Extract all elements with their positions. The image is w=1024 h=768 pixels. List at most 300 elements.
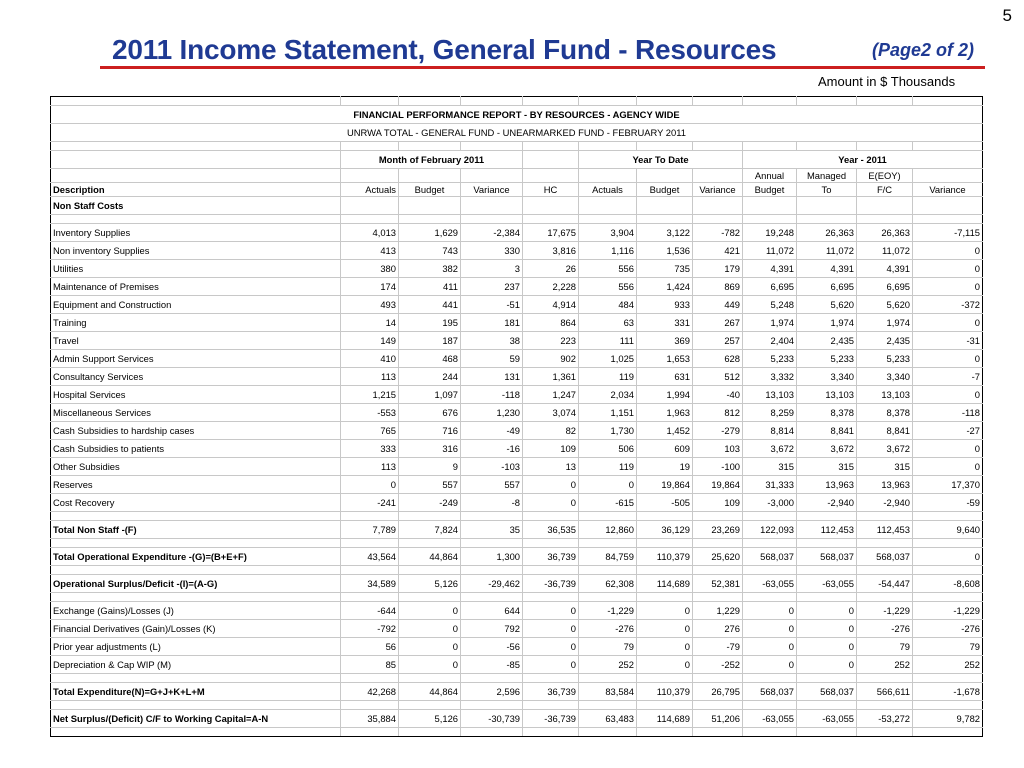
net-surplus-row: [51, 710, 983, 728]
row-value: 83,584: [579, 683, 637, 701]
row-value: 195: [399, 314, 461, 332]
row-description: Exchange (Gains)/Losses (J): [51, 602, 341, 620]
row-value: 112,453: [857, 521, 913, 539]
row-value: 5,126: [399, 575, 461, 593]
row-value: 44,864: [399, 548, 461, 566]
row-value: 0: [637, 620, 693, 638]
empty-cell: [857, 674, 913, 683]
row-value: 62,308: [579, 575, 637, 593]
row-value: -63,055: [797, 575, 857, 593]
row-value: 2,228: [523, 278, 579, 296]
row-value: 6,695: [857, 278, 913, 296]
row-value: 316: [399, 440, 461, 458]
row-value: 111: [579, 332, 637, 350]
row-value: 0: [797, 656, 857, 674]
empty-cell: [461, 701, 523, 710]
row-value: 0: [523, 476, 579, 494]
row-value: 0: [743, 602, 797, 620]
title-underline: [100, 66, 985, 69]
empty-cell: [579, 197, 637, 215]
empty-cell: [399, 512, 461, 521]
row-value: 42,268: [341, 683, 399, 701]
empty-cell: [913, 593, 983, 602]
row-value: 0: [637, 602, 693, 620]
row-value: -276: [579, 620, 637, 638]
row-value: 864: [523, 314, 579, 332]
row-value: 4,391: [743, 260, 797, 278]
row-value: 0: [399, 602, 461, 620]
row-value: 410: [341, 350, 399, 368]
empty-cell: [51, 169, 341, 183]
row-value: 0: [743, 656, 797, 674]
row-value: 557: [461, 476, 523, 494]
report-header-row: [51, 106, 983, 124]
empty-cell: [51, 142, 341, 151]
row-value: -279: [693, 422, 743, 440]
row-value: 568,037: [797, 683, 857, 701]
spacer-row: [51, 593, 983, 602]
col-managed-to-line2: To: [797, 183, 857, 197]
row-value: 79: [579, 638, 637, 656]
row-value: 1,730: [579, 422, 637, 440]
empty-cell: [693, 169, 743, 183]
row-value: 0: [523, 494, 579, 512]
row-value: 380: [341, 260, 399, 278]
row-value: 333: [341, 440, 399, 458]
row-value: 44,864: [399, 683, 461, 701]
empty-cell: [579, 674, 637, 683]
adjustment-row: [51, 620, 983, 638]
row-value: 0: [579, 476, 637, 494]
row-value: -40: [693, 386, 743, 404]
empty-cell: [913, 701, 983, 710]
row-value: 7,789: [341, 521, 399, 539]
row-value: 315: [857, 458, 913, 476]
row-value: -2,384: [461, 224, 523, 242]
row-value: -118: [913, 404, 983, 422]
row-value: 109: [693, 494, 743, 512]
empty-cell: [637, 142, 693, 151]
row-value: 113: [341, 458, 399, 476]
row-value: 1,229: [693, 602, 743, 620]
empty-cell: [461, 169, 523, 183]
empty-cell: [857, 593, 913, 602]
row-value: 13,103: [857, 386, 913, 404]
row-value: 267: [693, 314, 743, 332]
adjustment-row: [51, 656, 983, 674]
expense-row: [51, 242, 983, 260]
empty-cell: [797, 566, 857, 575]
col-managed-to-line1: Managed: [797, 169, 857, 183]
row-value: 119: [579, 368, 637, 386]
empty-cell: [693, 701, 743, 710]
empty-cell: [399, 701, 461, 710]
empty-cell: [637, 512, 693, 521]
group-month-of-february: Month of February 2011: [341, 151, 523, 169]
empty-cell: [693, 728, 743, 737]
header-spacer-row: [51, 142, 983, 151]
expense-row: [51, 404, 983, 422]
empty-cell: [913, 197, 983, 215]
report-header: FINANCIAL PERFORMANCE REPORT - BY RESOURCES - AGENCY WIDE: [51, 106, 983, 124]
section-label-row: [51, 197, 983, 215]
row-value: 0: [399, 620, 461, 638]
empty-cell: [51, 151, 341, 169]
row-value: 568,037: [797, 548, 857, 566]
expense-row: [51, 458, 983, 476]
page-title: 2011 Income Statement, General Fund - Resources: [112, 34, 777, 65]
row-description: Admin Support Services: [51, 350, 341, 368]
row-value: 933: [637, 296, 693, 314]
row-description: Other Subsidies: [51, 458, 341, 476]
row-value: -1,229: [857, 602, 913, 620]
row-description: Total Non Staff -(F): [51, 521, 341, 539]
row-value: -505: [637, 494, 693, 512]
row-value: 23,269: [693, 521, 743, 539]
row-value: 9,782: [913, 710, 983, 728]
row-value: 4,013: [341, 224, 399, 242]
empty-cell: [743, 539, 797, 548]
empty-cell: [743, 593, 797, 602]
row-value: 149: [341, 332, 399, 350]
row-value: -49: [461, 422, 523, 440]
empty-cell: [579, 512, 637, 521]
row-description: Equipment and Construction: [51, 296, 341, 314]
row-value: 187: [399, 332, 461, 350]
row-value: 568,037: [857, 548, 913, 566]
empty-cell: [341, 215, 399, 224]
empty-cell: [857, 728, 913, 737]
row-value: 6,695: [743, 278, 797, 296]
row-value: -249: [399, 494, 461, 512]
empty-cell: [913, 674, 983, 683]
empty-cell: [797, 142, 857, 151]
row-value: 1,300: [461, 548, 523, 566]
row-value: 7,824: [399, 521, 461, 539]
row-value: 19: [637, 458, 693, 476]
empty-cell: [693, 593, 743, 602]
row-value: 2,435: [857, 332, 913, 350]
expense-row: [51, 260, 983, 278]
empty-cell: [523, 728, 579, 737]
row-value: 330: [461, 242, 523, 260]
empty-cell: [51, 539, 341, 548]
row-value: 43,564: [341, 548, 399, 566]
row-value: -2,940: [797, 494, 857, 512]
row-value: 631: [637, 368, 693, 386]
empty-cell: [797, 701, 857, 710]
row-value: 5,126: [399, 710, 461, 728]
report-subheader: UNRWA TOTAL - GENERAL FUND - UNEARMARKED FUND - FEBRUARY 2011: [51, 124, 983, 142]
row-description: Miscellaneous Services: [51, 404, 341, 422]
row-value: 79: [913, 638, 983, 656]
row-value: 3,340: [857, 368, 913, 386]
empty-cell: [461, 215, 523, 224]
row-value: 36,739: [523, 548, 579, 566]
row-value: 181: [461, 314, 523, 332]
empty-cell: [579, 169, 637, 183]
empty-cell: [399, 215, 461, 224]
row-value: -63,055: [743, 710, 797, 728]
empty-cell: [523, 674, 579, 683]
empty-cell: [523, 142, 579, 151]
row-value: 0: [523, 602, 579, 620]
empty-cell: [579, 539, 637, 548]
col-eoy-fc-line2: F/C: [857, 183, 913, 197]
top-spacer-row: [51, 97, 983, 106]
row-value: -63,055: [743, 575, 797, 593]
expense-row: [51, 422, 983, 440]
row-value: -252: [693, 656, 743, 674]
row-value: 566,611: [857, 683, 913, 701]
empty-cell: [857, 215, 913, 224]
group-header-row: [51, 151, 983, 169]
row-value: 1,097: [399, 386, 461, 404]
row-value: -1,229: [579, 602, 637, 620]
total-expenditure-row: [51, 683, 983, 701]
row-value: 8,378: [797, 404, 857, 422]
row-value: -553: [341, 404, 399, 422]
row-value: 449: [693, 296, 743, 314]
empty-cell: [341, 97, 399, 106]
empty-cell: [341, 566, 399, 575]
empty-cell: [579, 728, 637, 737]
row-value: 369: [637, 332, 693, 350]
row-value: 411: [399, 278, 461, 296]
row-value: 1,215: [341, 386, 399, 404]
row-value: -2,940: [857, 494, 913, 512]
row-value: 13: [523, 458, 579, 476]
col-eoy-fc-line1: E(EOY): [857, 169, 913, 183]
row-value: 36,739: [523, 683, 579, 701]
row-value: 5,233: [797, 350, 857, 368]
empty-cell: [399, 197, 461, 215]
row-value: 568,037: [743, 683, 797, 701]
row-value: 8,841: [797, 422, 857, 440]
empty-cell: [399, 566, 461, 575]
empty-cell: [913, 512, 983, 521]
row-value: 114,689: [637, 575, 693, 593]
row-description: Reserves: [51, 476, 341, 494]
row-value: 19,248: [743, 224, 797, 242]
row-value: 2,596: [461, 683, 523, 701]
row-value: 1,151: [579, 404, 637, 422]
report-subheader-row: [51, 124, 983, 142]
empty-cell: [579, 593, 637, 602]
row-value: -276: [857, 620, 913, 638]
row-value: 0: [913, 548, 983, 566]
row-value: 1,247: [523, 386, 579, 404]
row-value: 26,363: [857, 224, 913, 242]
row-value: 2,435: [797, 332, 857, 350]
row-description: Consultancy Services: [51, 368, 341, 386]
row-value: 556: [579, 278, 637, 296]
empty-cell: [913, 142, 983, 151]
expense-row: [51, 278, 983, 296]
row-value: 3,332: [743, 368, 797, 386]
empty-cell: [461, 97, 523, 106]
row-value: 122,093: [743, 521, 797, 539]
empty-cell: [341, 701, 399, 710]
row-value: -31: [913, 332, 983, 350]
operational-surplus-row: [51, 575, 983, 593]
empty-cell: [399, 539, 461, 548]
row-value: -36,739: [523, 710, 579, 728]
row-value: 25,620: [693, 548, 743, 566]
row-value: 3: [461, 260, 523, 278]
empty-cell: [743, 674, 797, 683]
row-value: 512: [693, 368, 743, 386]
empty-cell: [523, 539, 579, 548]
row-value: -644: [341, 602, 399, 620]
empty-cell: [461, 197, 523, 215]
row-value: -8,608: [913, 575, 983, 593]
col-annual-budget-line1: Annual: [743, 169, 797, 183]
row-value: 1,974: [857, 314, 913, 332]
row-value: -30,739: [461, 710, 523, 728]
row-value: 3,074: [523, 404, 579, 422]
empty-cell: [693, 512, 743, 521]
empty-cell: [857, 197, 913, 215]
row-value: 382: [399, 260, 461, 278]
row-value: 9: [399, 458, 461, 476]
row-value: 13,103: [797, 386, 857, 404]
row-value: 0: [399, 638, 461, 656]
row-value: 3,672: [743, 440, 797, 458]
row-description: Inventory Supplies: [51, 224, 341, 242]
empty-cell: [857, 512, 913, 521]
empty-cell: [579, 142, 637, 151]
empty-cell: [637, 566, 693, 575]
row-value: 56: [341, 638, 399, 656]
row-value: -16: [461, 440, 523, 458]
empty-cell: [637, 593, 693, 602]
row-value: 5,233: [743, 350, 797, 368]
row-description: Total Expenditure(N)=G+J+K+L+M: [51, 683, 341, 701]
row-value: 315: [743, 458, 797, 476]
row-value: 812: [693, 404, 743, 422]
row-description: Hospital Services: [51, 386, 341, 404]
row-value: -29,462: [461, 575, 523, 593]
empty-cell: [693, 142, 743, 151]
row-value: 252: [913, 656, 983, 674]
empty-cell: [913, 539, 983, 548]
empty-cell: [637, 97, 693, 106]
empty-cell: [693, 197, 743, 215]
row-value: 5,620: [797, 296, 857, 314]
row-value: 0: [797, 638, 857, 656]
row-value: -8: [461, 494, 523, 512]
column-header-row-2: [51, 183, 983, 197]
row-value: 735: [637, 260, 693, 278]
row-value: 63,483: [579, 710, 637, 728]
empty-cell: [341, 539, 399, 548]
row-value: 2,034: [579, 386, 637, 404]
col-ytd-variance: Variance: [693, 183, 743, 197]
row-description: Non inventory Supplies: [51, 242, 341, 260]
row-description: Travel: [51, 332, 341, 350]
row-value: 26: [523, 260, 579, 278]
row-value: 84,759: [579, 548, 637, 566]
group-year-2011: Year - 2011: [743, 151, 983, 169]
row-value: 1,452: [637, 422, 693, 440]
empty-cell: [579, 97, 637, 106]
empty-cell: [857, 566, 913, 575]
page-indicator: (Page2 of 2): [872, 40, 975, 60]
empty-cell: [743, 97, 797, 106]
row-value: 441: [399, 296, 461, 314]
row-value: -79: [693, 638, 743, 656]
row-value: -241: [341, 494, 399, 512]
row-value: 252: [857, 656, 913, 674]
row-value: 36,129: [637, 521, 693, 539]
adjustment-row: [51, 638, 983, 656]
empty-cell: [51, 215, 341, 224]
row-value: 3,816: [523, 242, 579, 260]
expense-row: [51, 332, 983, 350]
empty-cell: [637, 215, 693, 224]
row-value: 0: [743, 620, 797, 638]
col-description: Description: [51, 183, 341, 197]
row-value: 0: [637, 656, 693, 674]
empty-cell: [341, 674, 399, 683]
row-value: 19,864: [637, 476, 693, 494]
row-value: 743: [399, 242, 461, 260]
empty-cell: [399, 728, 461, 737]
empty-cell: [523, 512, 579, 521]
bottom-spacer-row: [51, 728, 983, 737]
row-value: 3,122: [637, 224, 693, 242]
row-value: -103: [461, 458, 523, 476]
row-value: 628: [693, 350, 743, 368]
empty-cell: [51, 728, 341, 737]
financial-report-sheet: [50, 96, 982, 737]
empty-cell: [637, 197, 693, 215]
row-value: 112,453: [797, 521, 857, 539]
row-value: 315: [797, 458, 857, 476]
row-value: 3,904: [579, 224, 637, 242]
empty-cell: [913, 215, 983, 224]
row-value: 1,653: [637, 350, 693, 368]
row-value: 792: [461, 620, 523, 638]
row-value: 5,248: [743, 296, 797, 314]
row-value: -63,055: [797, 710, 857, 728]
row-value: 6,695: [797, 278, 857, 296]
row-value: 276: [693, 620, 743, 638]
row-value: 11,072: [797, 242, 857, 260]
empty-cell: [797, 539, 857, 548]
row-value: 4,391: [797, 260, 857, 278]
row-value: -1,229: [913, 602, 983, 620]
row-value: -56: [461, 638, 523, 656]
empty-cell: [797, 197, 857, 215]
col-hc: HC: [523, 183, 579, 197]
row-value: 568,037: [743, 548, 797, 566]
row-value: -59: [913, 494, 983, 512]
row-value: 609: [637, 440, 693, 458]
empty-cell: [399, 169, 461, 183]
row-value: 0: [913, 260, 983, 278]
expense-row: [51, 296, 983, 314]
row-value: 244: [399, 368, 461, 386]
empty-cell: [341, 169, 399, 183]
row-value: -36,739: [523, 575, 579, 593]
row-value: 103: [693, 440, 743, 458]
row-value: 869: [693, 278, 743, 296]
empty-cell: [797, 593, 857, 602]
empty-cell: [743, 728, 797, 737]
empty-cell: [743, 197, 797, 215]
